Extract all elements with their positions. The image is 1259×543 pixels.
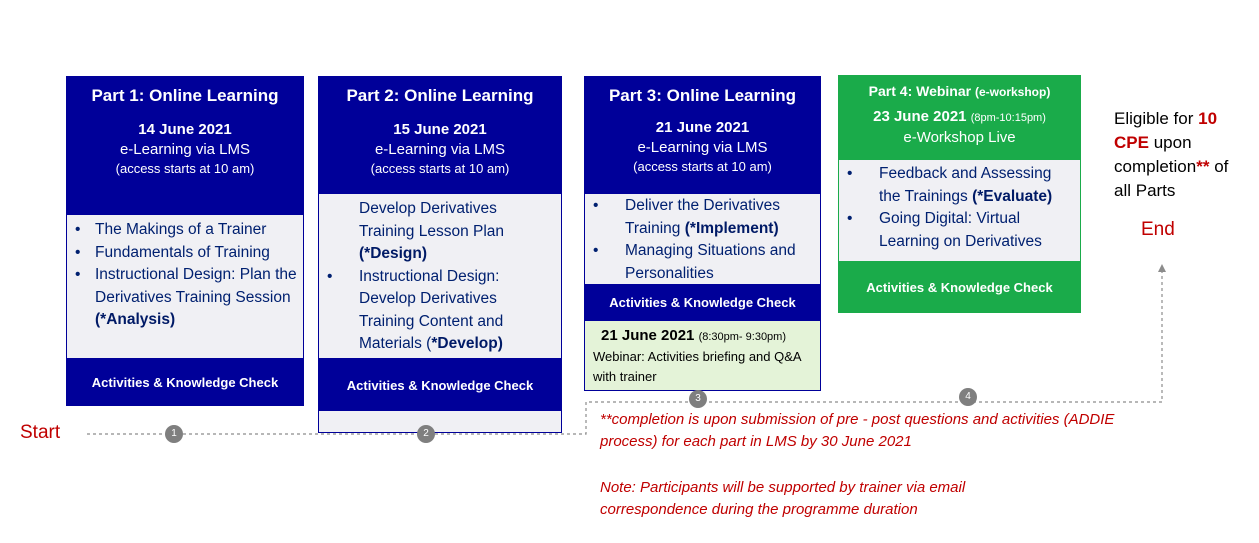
- part-2-topic: • Instructional Design: Develop Derivatives Training Content and Materials (*Develop): [319, 266, 547, 356]
- part-3-topics: [584, 193, 821, 285]
- part-4-topic: • Feedback and Assessing the Trainings (*Evaluate): [839, 163, 1080, 208]
- part-3-date: 21 June 2021: [655, 119, 750, 136]
- webinar-desc: Webinar: Activities briefing and Q&A with trainer: [593, 349, 801, 384]
- part-3-mode: e-Learning via LMS: [637, 139, 768, 156]
- part-1-topic: • Fundamentals of Training: [67, 242, 303, 265]
- webinar-date: 21 June 2021: [601, 327, 695, 344]
- step-marker-1: 1: [165, 425, 183, 443]
- part-2-mode: e-Learning via LMS: [374, 141, 506, 158]
- part-2-date: 15 June 2021: [393, 121, 487, 138]
- part-1-activities: Activities & Knowledge Check: [66, 359, 304, 406]
- part-1-mode: e-Learning via LMS: [119, 141, 251, 158]
- part-4-card: [838, 75, 1081, 313]
- part-2-title: Part 2: Online Learning: [346, 86, 534, 105]
- step-marker-4: 4: [959, 388, 977, 406]
- part-4-time: (8pm-10:15pm): [970, 112, 1046, 124]
- part-2-card: [318, 76, 562, 411]
- part-4-topic: • Going Digital: Virtual Learning on Derivatives: [839, 208, 1080, 253]
- part-2-activities: Activities & Knowledge Check: [318, 358, 562, 411]
- part-4-title: Part 4: Webinar: [868, 83, 972, 99]
- part-1-card: [66, 76, 304, 406]
- step-marker-2: 2: [417, 425, 435, 443]
- part-3-access: (access starts at 10 am): [633, 159, 772, 174]
- start-label: Start: [20, 422, 61, 443]
- part-1-topics: [66, 214, 304, 359]
- end-label: End: [1141, 219, 1175, 240]
- part-4-title-suffix: (e-workshop): [974, 85, 1051, 99]
- part-4-title-line: [838, 82, 1081, 101]
- part-4-date: 23 June 2021: [873, 108, 967, 125]
- part-2-header: [318, 76, 562, 193]
- part-1-topic: • The Makings of a Trainer: [67, 219, 303, 242]
- part-2-access: (access starts at 10 am): [370, 161, 510, 176]
- part-4-mode: e-Workshop Live: [903, 129, 1016, 146]
- part-3-webinar: [584, 320, 821, 391]
- webinar-date-line: [593, 326, 812, 347]
- part-4-activities: Activities & Knowledge Check: [838, 262, 1081, 313]
- eligibility-text: Eligible for 10 CPE upon completion** of all Parts: [1114, 109, 1229, 200]
- part-3-header: [584, 76, 821, 193]
- part-3-title: Part 3: Online Learning: [608, 86, 797, 105]
- part-4-topics: [838, 159, 1081, 262]
- completion-note: **completion is upon submission of pre - post questions and activities (ADDIE process) for each part in LMS by 30 June 2021: [600, 411, 1115, 450]
- step-marker-3: 3: [689, 390, 707, 408]
- part-1-title: Part 1: Online Learning: [91, 86, 279, 105]
- part-4-header: [838, 75, 1081, 159]
- part-2-topic: Develop Derivatives Training Lesson Plan (*Design): [359, 200, 505, 262]
- part-3-card: [584, 76, 821, 391]
- part-3-activities: Activities & Knowledge Check: [584, 285, 821, 320]
- arrow-head-icon: [1158, 264, 1166, 272]
- part-1-date: 14 June 2021: [138, 121, 232, 138]
- part-3-topic: • Managing Situations and Personalities: [585, 240, 820, 285]
- webinar-time: (8:30pm- 9:30pm): [698, 331, 787, 343]
- part-3-topic: • Deliver the Derivatives Training (*Implement): [585, 195, 820, 240]
- part-4-date-line: [838, 107, 1081, 128]
- part-1-header: [66, 76, 304, 214]
- part-1-topic: • Instructional Design: Plan the Derivatives Training Session (*Analysis): [67, 264, 303, 332]
- support-note: Note: Participants will be supported by trainer via email correspondence during the programme duration: [600, 479, 966, 518]
- part-1-access: (access starts at 10 am): [115, 161, 255, 176]
